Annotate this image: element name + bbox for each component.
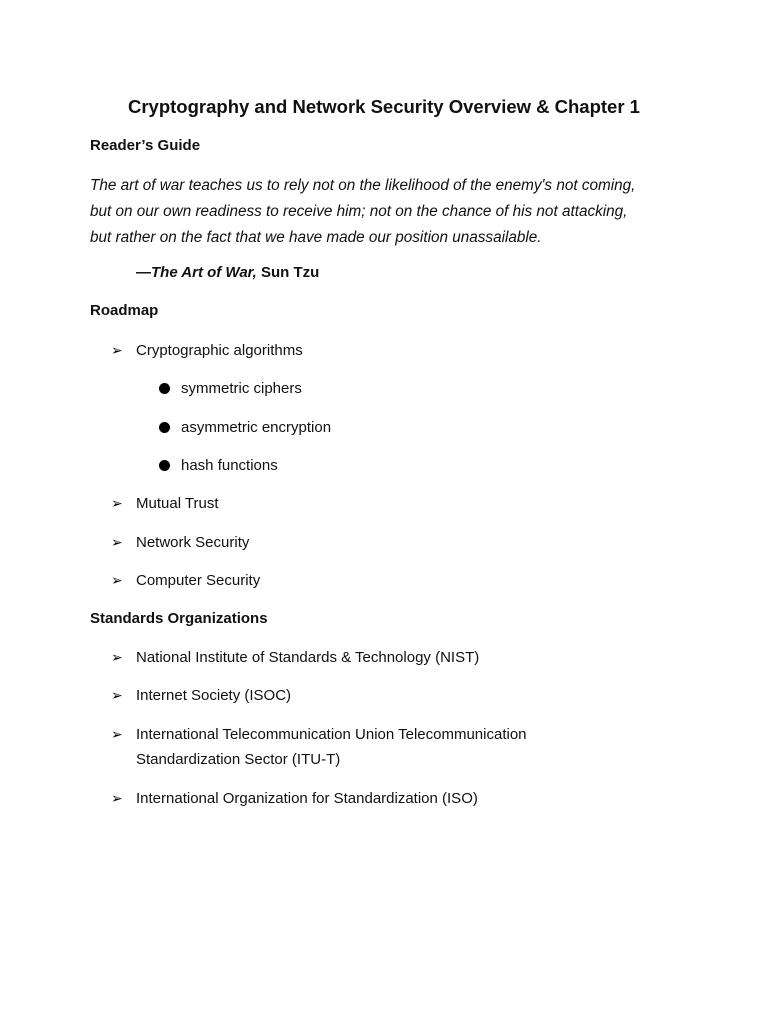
page-title: Cryptography and Network Security Overview & Chapter 1 <box>128 96 640 117</box>
standards-item <box>111 645 480 670</box>
attribution-dash: — <box>136 264 151 281</box>
arrow-bullet-icon: ➢ <box>111 649 123 665</box>
quote-line: The art of war teaches us to rely not on the likelihood of the enemy's not coming, <box>90 177 636 194</box>
standards-item-label-line: International Telecommunication Union Telecommunication <box>136 726 527 743</box>
quote-line: but on our own readiness to receive him; not on the chance of his not attacking, <box>90 203 628 220</box>
standards-item <box>111 722 527 772</box>
arrow-bullet-icon: ➢ <box>111 495 123 511</box>
roadmap-item-label: Cryptographic algorithms <box>136 342 303 359</box>
arrow-bullet-icon: ➢ <box>111 790 123 806</box>
roadmap-item <box>111 530 250 555</box>
roadmap-subitem <box>181 376 302 401</box>
standards-item-label: Internet Society (ISOC) <box>136 687 292 704</box>
standards-item <box>111 683 292 708</box>
quote-line: but rather on the fact that we have made our position unassailable. <box>90 229 542 246</box>
arrow-bullet-icon: ➢ <box>111 534 123 550</box>
standards-item-label: International Organization for Standardization (ISO) <box>136 790 478 807</box>
standards-item <box>111 786 478 811</box>
arrow-bullet-icon: ➢ <box>111 572 123 588</box>
roadmap-item <box>111 568 261 593</box>
standards-heading: Standards Organizations <box>90 610 268 627</box>
roadmap-item <box>111 491 219 516</box>
roadmap-item <box>111 338 303 363</box>
roadmap-subitem-label: symmetric ciphers <box>181 380 302 397</box>
roadmap-subitem <box>181 415 331 440</box>
roadmap-subitem-label: hash functions <box>181 457 278 474</box>
arrow-bullet-icon: ➢ <box>111 726 123 742</box>
dot-bullet-icon <box>159 460 170 471</box>
dot-bullet-icon <box>159 383 170 394</box>
roadmap-subitem-label: asymmetric encryption <box>181 419 332 436</box>
roadmap-item-label: Network Security <box>136 534 250 551</box>
quote-attribution <box>136 262 319 284</box>
dot-bullet-icon <box>159 422 170 433</box>
roadmap-item-label: Computer Security <box>136 572 261 589</box>
arrow-bullet-icon: ➢ <box>111 687 123 703</box>
standards-item-label: National Institute of Standards & Technology (NIST) <box>136 649 480 666</box>
standards-item-label-line: Standardization Sector (ITU-T) <box>136 751 341 768</box>
attribution-work: The Art of War, <box>151 264 257 281</box>
epigraph-quote <box>90 173 710 251</box>
readers-guide-heading: Reader’s Guide <box>90 137 201 154</box>
roadmap-item-label: Mutual Trust <box>136 495 219 512</box>
attribution-author: Sun Tzu <box>256 264 320 281</box>
roadmap-subitem <box>181 453 278 478</box>
roadmap-heading: Roadmap <box>90 302 159 319</box>
arrow-bullet-icon: ➢ <box>111 342 123 358</box>
